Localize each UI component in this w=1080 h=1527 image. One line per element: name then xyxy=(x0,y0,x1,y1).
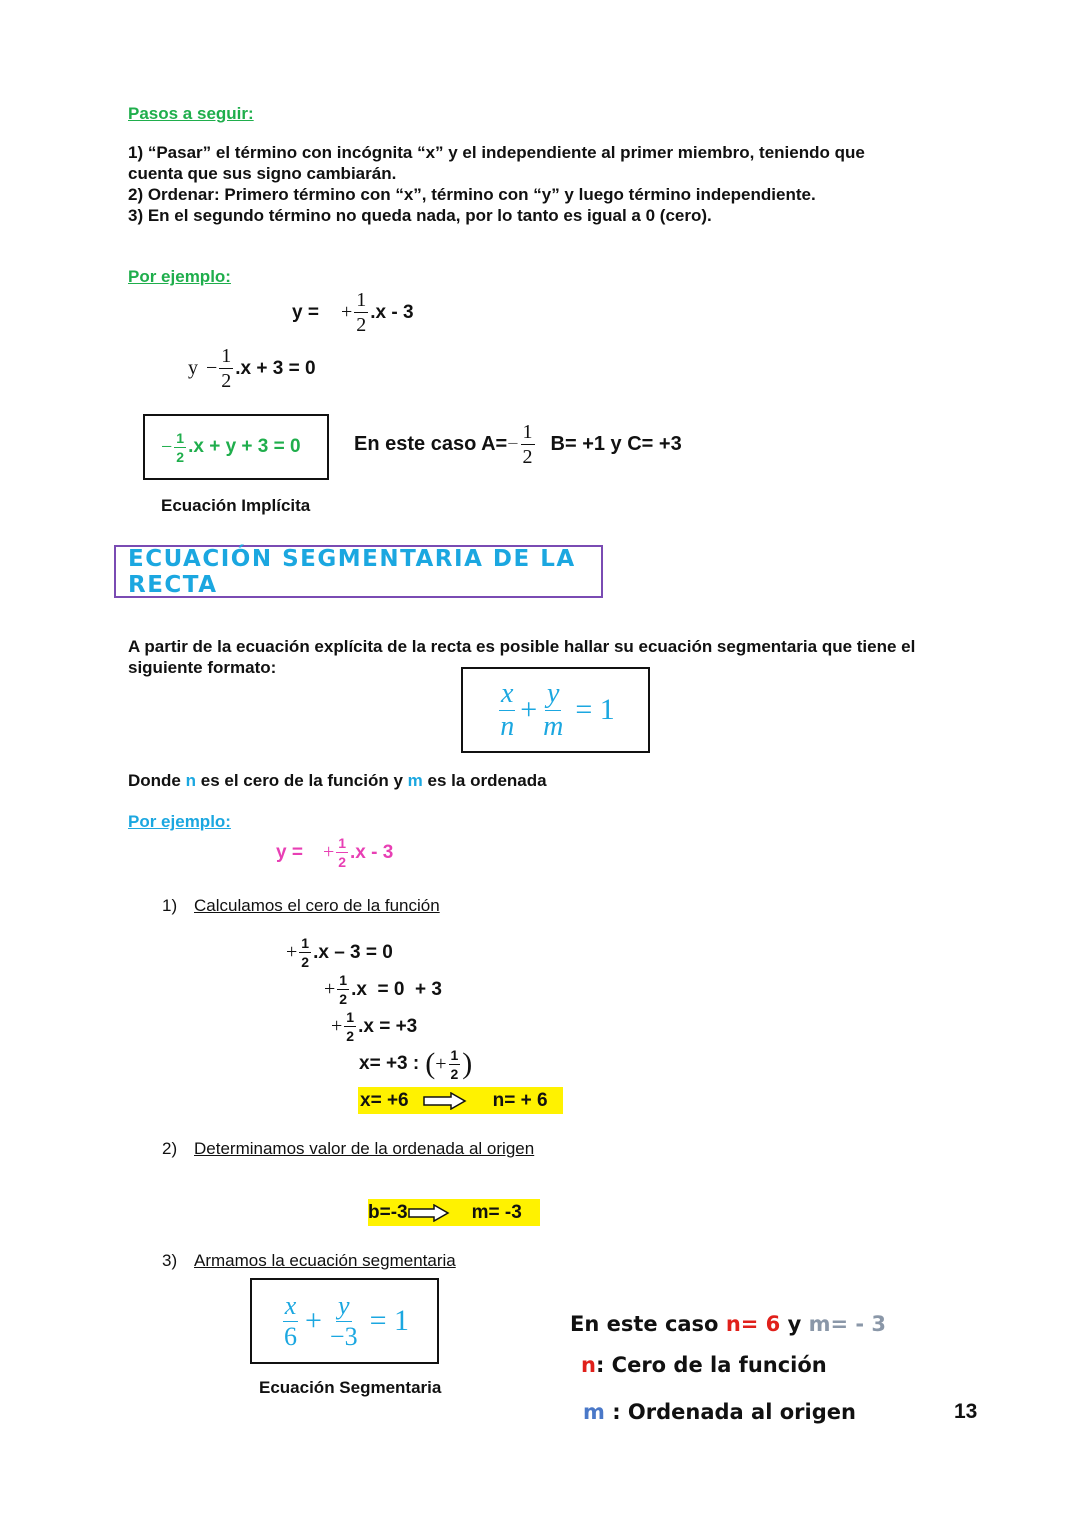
calc4-left: x= +3 : xyxy=(359,1053,420,1074)
final-y-over-m xyxy=(328,1290,360,1351)
right-arrow-icon xyxy=(423,1092,467,1110)
case-denominator: 2 xyxy=(522,446,533,468)
final-y: y xyxy=(337,1290,350,1320)
eq2-sign: − xyxy=(206,357,218,379)
formula-y-over-m xyxy=(541,677,565,742)
legend-case xyxy=(570,1312,886,1336)
formula-x: x xyxy=(500,677,514,709)
calc4-open-paren: ( xyxy=(425,1047,436,1080)
boxed-numerator: 1 xyxy=(176,429,185,446)
legend-m-desc: : Ordenada al origen xyxy=(604,1400,856,1424)
example1-coefficients xyxy=(354,422,682,467)
steps-list xyxy=(128,142,1008,226)
calc2-denominator: 2 xyxy=(339,991,348,1007)
final-n: 6 xyxy=(283,1321,297,1351)
step1-number: 1) xyxy=(162,896,178,915)
eq1-fraction xyxy=(354,290,368,335)
case-sign: − xyxy=(507,433,519,455)
step2-label: Determinamos valor de la ordenada al origen xyxy=(194,1139,535,1158)
calc1-fraction xyxy=(299,936,311,969)
formula-m: m xyxy=(543,710,564,742)
calc1-sign: + xyxy=(286,941,298,963)
legend-and: y xyxy=(787,1312,802,1336)
formula-n: n xyxy=(500,710,515,742)
calc3-denominator: 2 xyxy=(346,1028,355,1044)
result2-left: b=-3 xyxy=(368,1201,408,1223)
calc2-rest: .x = 0 + 3 xyxy=(351,978,442,1000)
formula-plus: + xyxy=(520,693,538,726)
ex2-eq-left: y = xyxy=(276,841,303,863)
section-title: ECUACIÓN SEGMENTARIA DE LA RECTA xyxy=(128,545,576,598)
final-equation-box xyxy=(250,1278,439,1364)
eq1-right: .x - 3 xyxy=(370,301,414,323)
boxed-denominator: 2 xyxy=(176,448,185,465)
implicit-caption: Ecuación Implícita xyxy=(161,496,311,515)
case-numerator: 1 xyxy=(522,421,533,443)
ex2-eq-numerator: 1 xyxy=(338,835,347,851)
case-rest: B= +1 y C= +3 xyxy=(550,433,682,455)
calc3-rest: .x = +3 xyxy=(358,1015,418,1037)
page-number: 13 xyxy=(954,1400,978,1423)
calc4-sign: + xyxy=(435,1052,447,1075)
example1-rearranged-equation xyxy=(188,346,316,391)
steps-heading: Pasos a seguir: xyxy=(128,104,254,123)
example2-heading: Por ejemplo: xyxy=(128,812,231,831)
legend-n xyxy=(581,1353,827,1377)
legend-n-desc: : Cero de la función xyxy=(595,1353,827,1377)
eq2-numerator: 1 xyxy=(221,345,232,367)
steps-line-1: 1) “Pasar” el término con incógnita “x” y el independiente al primer miembro, teniendo que xyxy=(128,143,865,162)
legend-case-text: En este caso xyxy=(570,1312,719,1336)
eq1-denominator: 2 xyxy=(356,314,367,336)
example2-equation xyxy=(276,836,393,869)
final-equals-one: = 1 xyxy=(369,1304,409,1337)
where-3: es la ordenada xyxy=(427,771,547,790)
implicit-equation-box xyxy=(143,414,329,480)
formula-y: y xyxy=(547,677,560,709)
ex2-eq-denominator: 2 xyxy=(338,854,347,870)
formula-x-over-n xyxy=(498,677,516,742)
formula-equals-one: = 1 xyxy=(575,693,615,726)
calc2-fraction xyxy=(337,973,349,1006)
boxed-rest: .x + y + 3 = 0 xyxy=(188,436,301,457)
eq1-numerator: 1 xyxy=(356,289,367,311)
right-arrow-icon xyxy=(408,1204,450,1222)
calc2-sign: + xyxy=(324,978,336,1000)
calc2-numerator: 1 xyxy=(339,972,348,988)
result1-right: n= + 6 xyxy=(492,1089,548,1111)
final-x: x xyxy=(284,1290,297,1320)
result-n-highlight xyxy=(358,1087,563,1114)
calc-line-2 xyxy=(324,973,442,1006)
steps-line-2: cuenta que sus signo cambiarán. xyxy=(128,164,397,183)
where-1: Donde xyxy=(128,771,181,790)
calc4-fraction xyxy=(449,1048,461,1081)
boxed-fraction xyxy=(174,431,186,464)
case-fraction xyxy=(521,422,535,467)
calc4-denominator: 2 xyxy=(450,1065,459,1082)
eq1-sign: + xyxy=(340,301,353,323)
calc1-rest: .x – 3 = 0 xyxy=(313,941,393,963)
eq1-left: y = xyxy=(292,301,319,323)
where-2: es el cero de la función y xyxy=(200,771,403,790)
calc4-numerator: 1 xyxy=(450,1046,459,1063)
segment-formula-box xyxy=(461,667,650,753)
where-n: n xyxy=(185,771,197,790)
result-m-highlight xyxy=(368,1199,540,1226)
ex2-eq-sign: + xyxy=(322,841,335,863)
eq2-fraction xyxy=(219,346,233,391)
example1-explicit-equation xyxy=(292,290,414,335)
ex2-eq-fraction xyxy=(336,836,348,869)
case-text: En este caso A= xyxy=(354,433,508,455)
segment-caption: Ecuación Segmentaria xyxy=(259,1378,442,1397)
calc3-fraction xyxy=(344,1010,356,1043)
where-m: m xyxy=(407,771,423,790)
calc-line-4 xyxy=(359,1047,472,1081)
legend-m-label: m xyxy=(583,1400,605,1424)
section-title-box xyxy=(114,545,603,598)
final-plus: + xyxy=(304,1304,322,1337)
where-sentence xyxy=(128,771,547,791)
step2-number: 2) xyxy=(162,1139,178,1158)
eq2-denominator: 2 xyxy=(221,370,232,392)
calc1-denominator: 2 xyxy=(301,954,310,970)
result2-right: m= -3 xyxy=(471,1201,522,1223)
final-x-over-6 xyxy=(282,1290,299,1351)
step3-label: Armamos la ecuación segmentaria xyxy=(194,1251,456,1270)
ex2-eq-right: .x - 3 xyxy=(350,841,394,863)
calc3-numerator: 1 xyxy=(346,1009,355,1025)
result1-left: x= +6 xyxy=(360,1089,409,1111)
legend-m xyxy=(583,1400,856,1424)
intro-line-2: siguiente formato: xyxy=(128,658,277,677)
calc-line-3 xyxy=(331,1010,417,1043)
final-m: −3 xyxy=(329,1321,358,1351)
boxed-sign: − xyxy=(161,435,173,458)
calc-line-1 xyxy=(286,936,393,969)
eq2-right: .x + 3 = 0 xyxy=(235,357,316,379)
legend-n-value: n= 6 xyxy=(725,1312,781,1336)
calc1-numerator: 1 xyxy=(301,935,310,951)
legend-n-label: n xyxy=(581,1353,596,1377)
step3-number: 3) xyxy=(162,1251,178,1270)
calc3-sign: + xyxy=(331,1015,343,1037)
step1-label: Calculamos el cero de la función xyxy=(194,896,440,915)
legend-m-value: m= - 3 xyxy=(808,1312,887,1336)
calc4-close-paren: ) xyxy=(462,1047,473,1080)
steps-line-4: 3) En el segundo término no queda nada, por lo tanto es igual a 0 (cero). xyxy=(128,206,712,225)
eq2-left: y xyxy=(188,357,198,379)
steps-line-3: 2) Ordenar: Primero término con “x”, término con “y” y luego término independiente. xyxy=(128,185,816,204)
intro-line-1: A partir de la ecuación explícita de la recta es posible hallar su ecuación segmentaria que tiene el xyxy=(128,637,916,656)
example1-heading: Por ejemplo: xyxy=(128,267,231,286)
